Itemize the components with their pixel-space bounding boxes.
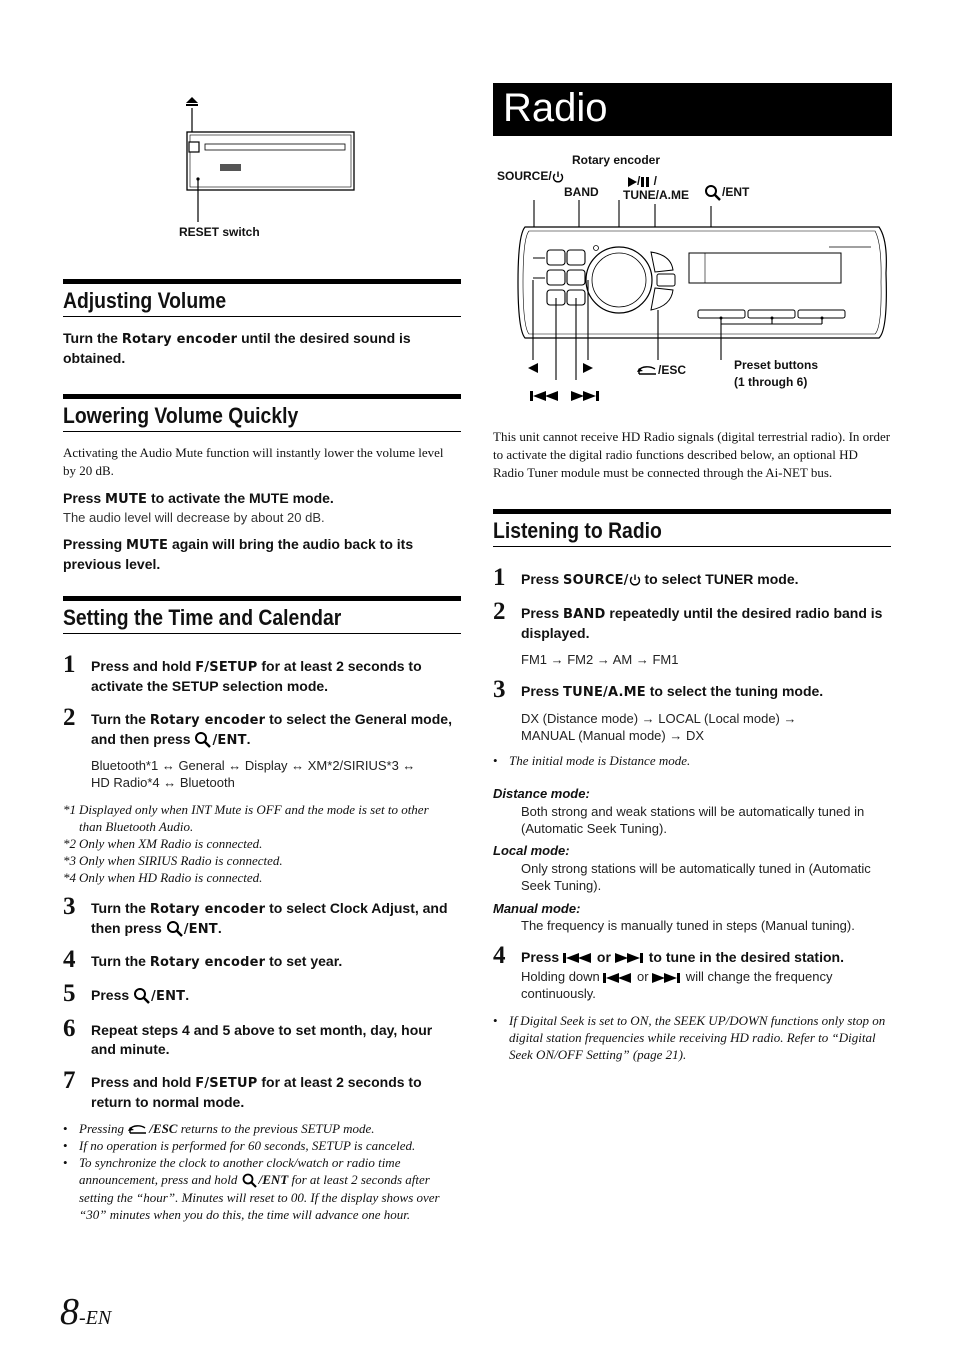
distance-mode-text: Both strong and weak stations will be automatically tuned in (Automatic Seek Tuning).	[521, 804, 865, 836]
step-number: 2	[493, 598, 506, 625]
play-icon	[627, 177, 637, 187]
step-number: 6	[63, 1015, 76, 1042]
skip-forward-icon	[571, 390, 601, 402]
source-label: SOURCE/	[497, 169, 564, 184]
mute-press-note: The audio level will decrease by about 20 dB.	[63, 510, 325, 525]
search-icon	[241, 1173, 259, 1189]
head-unit-figure	[493, 200, 893, 415]
step-number: 5	[63, 980, 76, 1007]
cd-slot-figure	[160, 90, 370, 240]
preset-buttons-label: Preset buttons (1 through 6)	[734, 358, 819, 389]
cd-slot-drawing	[160, 90, 370, 240]
lowering-volume-intro: Activating the Audio Mute function will instantly lower the volume level by 20 dB.	[63, 445, 444, 478]
setup-step-2: Turn the Rotary encoder to select the General mode, and then press /ENT.	[91, 711, 452, 748]
listen-step-2: Press BAND repeatedly until the desired radio band is displayed.	[521, 605, 883, 641]
local-mode-text: Only strong stations will be automatically tuned in (Automatic Seek Tuning).	[521, 861, 871, 893]
listen-step-3: Press TUNE/A.ME to select the tuning mode.	[521, 683, 824, 700]
manual-mode-head: Manual mode:	[493, 901, 581, 916]
return-icon	[636, 365, 658, 377]
eject-icon	[186, 97, 198, 106]
setup-step-7: Press and hold F/SETUP for at least 2 seconds to return to normal mode.	[91, 1074, 422, 1110]
skip-back-icon	[530, 390, 560, 402]
manual-mode-text: The frequency is manually tuned in steps (Manual tuning).	[521, 918, 855, 933]
pause-icon	[640, 177, 650, 187]
setup-step-5: Press /ENT.	[91, 987, 190, 1004]
local-mode-head: Local mode:	[493, 843, 570, 858]
listening-heading: Listening to Radio	[493, 509, 891, 547]
skip-back-icon	[603, 972, 633, 984]
radio-intro: This unit cannot receive HD Radio signals (digital terrestrial radio). In order to activate the digital radio functions described below, an optional HD Radio Tuner module must be connected through the Ai-NET bus.	[493, 429, 891, 480]
ent-label: /ENT	[704, 184, 749, 202]
step-number: 3	[63, 893, 76, 920]
reset-switch-label: RESET switch	[179, 225, 260, 239]
step-number: 2	[63, 704, 76, 731]
band-sequence: FM1 → FM2 → AM → FM1	[521, 652, 679, 667]
rotary-encoder-label: Rotary encoder	[572, 153, 661, 167]
adjusting-volume-heading: Adjusting Volume	[63, 279, 461, 317]
adjusting-volume-instruction: Turn the Rotary encoder until the desired sound is obtained.	[63, 330, 411, 366]
listen-step-4: Press or to tune in the desired station.	[521, 949, 844, 965]
radio-title-bar	[493, 83, 892, 136]
search-icon	[166, 920, 184, 938]
footnotes: *1 Displayed only when INT Mute is OFF and the mode is set to other than Bluetooth Audio. *2 Only when XM Radio is connected. *3 Only when SIRIUS Radio is connected. *4 Only when HD Radio is connected.	[63, 802, 429, 885]
mode-sequence: Bluetooth*1 ↔ General ↔ Display ↔ XM*2/SIRIUS*3 ↔ HD Radio*4 ↔ Bluetooth	[91, 758, 416, 790]
setup-step-4: Turn the Rotary encoder to set year.	[91, 953, 343, 970]
listen-step-4-note: Holding down or will change the frequency continuously.	[521, 969, 833, 1001]
step-number: 3	[493, 676, 506, 703]
esc-label: /ESC	[636, 363, 686, 378]
step-number: 4	[63, 946, 76, 973]
step-number: 7	[63, 1067, 76, 1094]
initial-mode-note: • The initial mode is Distance mode.	[493, 753, 691, 768]
tuning-mode-sequence: DX (Distance mode) → LOCAL (Local mode) → MANUAL (Manual mode) → DX	[521, 711, 797, 743]
skip-forward-icon	[615, 952, 645, 964]
setting-time-heading: Setting the Time and Calendar	[63, 596, 461, 634]
tune-ame-label: TUNE/A.ME	[623, 188, 689, 202]
step-number: 1	[63, 651, 76, 678]
setup-step-1: Press and hold F/SETUP for at least 2 seconds to activate the SETUP selection mode.	[91, 658, 422, 694]
setup-step-3: Turn the Rotary encoder to select Clock Adjust, and then press /ENT.	[91, 900, 448, 937]
page-number: 8-EN	[60, 1291, 112, 1333]
mute-again-instruction: Pressing MUTE again will bring the audio back to its previous level.	[63, 536, 414, 572]
left-arrow-icon	[527, 362, 539, 374]
search-icon	[194, 731, 212, 749]
power-icon	[629, 574, 641, 586]
play-pause-label: / /	[627, 174, 657, 189]
distance-mode-head: Distance mode:	[493, 786, 590, 801]
right-arrow-icon	[582, 362, 594, 374]
setup-notes: • Pressing /ESC returns to the previous SETUP mode. • If no operation is performed for 60 seconds, SETUP is canceled. • To synchronize the clock to another clock/watch or radio time announcement, press and hold /ENT for at least 2 seconds after setting the “hour”. Minutes will reset to 00. If the display shows over “30” minutes when you do this, the time will advance one hour.	[63, 1121, 440, 1223]
band-label: BAND	[564, 185, 599, 199]
power-icon	[552, 171, 564, 183]
mute-press-instruction: Press MUTE to activate the MUTE mode.	[63, 490, 334, 507]
search-icon	[133, 987, 151, 1005]
listen-step-1: Press SOURCE/ to select TUNER mode.	[521, 571, 799, 588]
setup-step-6: Repeat steps 4 and 5 above to set month, day, hour and minute.	[91, 1022, 433, 1057]
skip-back-icon	[563, 952, 593, 964]
head-unit-drawing	[493, 200, 893, 415]
step-number: 4	[493, 942, 506, 969]
step-number: 1	[493, 564, 506, 591]
lowering-volume-heading: Lowering Volume Quickly	[63, 394, 461, 432]
radio-title: Radio	[503, 86, 608, 130]
digital-seek-note: • If Digital Seek is set to ON, the SEEK UP/DOWN functions only stop on digital station frequencies while receiving HD radio. Refer to “Digital Seek ON/OFF Setting” (page 21).	[493, 1013, 886, 1062]
skip-forward-icon	[652, 972, 682, 984]
return-icon	[127, 1124, 149, 1136]
